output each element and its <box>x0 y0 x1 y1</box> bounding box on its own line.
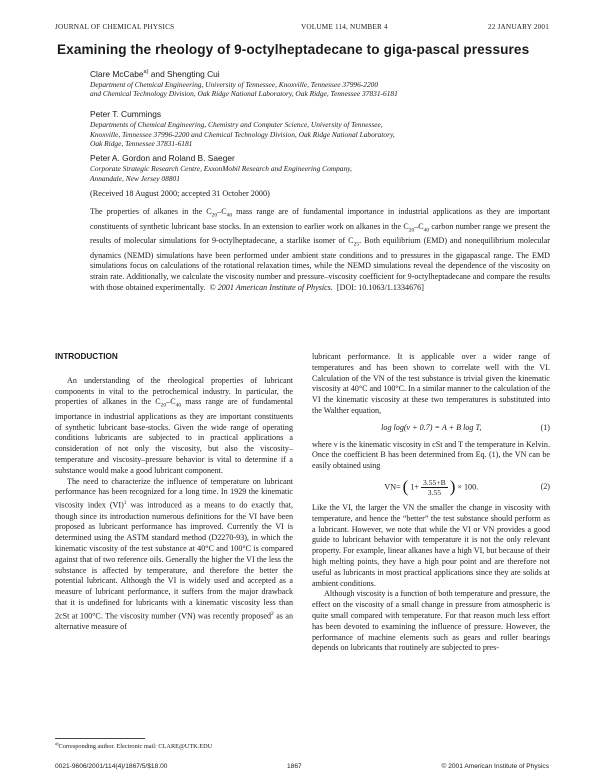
running-header <box>55 23 549 31</box>
doi-link[interactable]: [DOI: 10.1063/1.1334676] <box>336 283 424 293</box>
equation-2 <box>312 478 550 497</box>
paragraph: lubricant performance. It is applicable over a wider range of temperatures and has been shown to correlate well with the VI. Calculation of the VN of the test substance is trivial given the kinematic viscosity at 40°C and 100°C. In a similar manner to the calculation of the VI the kinematic viscosity at these two temperatures is substituted into the Walther equation, <box>312 352 550 415</box>
paragraph: where ν is the kinematic viscosity in cSt and T the temperature in Kelvin. Once the coefficient B has been determined from Eq. (1), the VN can be easily obtained using <box>312 439 550 471</box>
equation-1 <box>312 423 550 434</box>
volume-number: VOLUME 114, NUMBER 4 <box>301 23 388 31</box>
journal-name: JOURNAL OF CHEMICAL PHYSICS <box>55 23 175 31</box>
footnote: $^{a)}$Corresponding author. Electronic mail: CLARE@UTK.EDU <box>55 741 213 751</box>
equation-number: (2) <box>540 482 550 492</box>
page-number: 1867 <box>287 763 302 770</box>
equation-body: VN= ( 1+ $\frac{3.55+B}{3.55}$ ) × 100. <box>384 477 479 497</box>
footnote-rule <box>55 738 145 739</box>
section-heading: INTRODUCTION <box>55 352 118 361</box>
paper-title: Examining the rheology of 9-octylheptadecane to giga-pascal pressures <box>57 42 530 57</box>
paragraph: Although viscosity is a function of both temperature and pressure, the effect on the viscosity of a small change in pressure from atmospheric is quite small compared with temperature. For that reason much less effort has been devoted to examining the influence of pressure. However, the performance of machine elements such as gears and roller bearings depends on lubricants that routinely are subjected to pres- <box>312 589 550 653</box>
author-names: Peter A. Gordon and Roland B. Saeger <box>90 153 235 163</box>
author-affiliation: Department of Chemical Engineering, University of Tennessee, Knoxville, Tennessee 37996-2200 and Chemical Technology Division, Oak Ridge National Laboratory, Oak Ridge, Tennessee 37831-6181 <box>90 79 398 99</box>
author-block-1 <box>90 67 550 99</box>
paragraph: The need to characterize the influence of temperature on lubricant performance has been recognized for a long time. In 1929 the kinematic viscosity index (VI)$^1$ was introduced as a means to do exactly that, though since its introduction numerous definitions for the VI have been proposed as lubricant performance has improved. Currently the VI is determined using the ASTM standard method (D2270-93), in which the kinematic viscosity of the test substance at 40°C and 100°C is compared against that of two reference oils. Generally the higher the VI the less the substance is affected by temperature, and therefore the better the potential lubricant. Although the VI is widely used and accepted as a measure of lubricant performance, it suffers from the major drawback that it is undefined for lubricants with a kinematic viscosity less than 2cSt at 100°C. The viscosity number (VN) was recently proposed$^2$ as an alternative measure of <box>55 476 293 632</box>
equation-body: log log(ν + 0.7) = A + B log T, <box>381 422 482 432</box>
fraction: $\frac{3.55+B}{3.55}$ <box>423 477 446 497</box>
abstract: The properties of alkanes in the $C_{20}-C_{40}$ mass range are of fundamental importance in industrial applications as they are important constituents of synthetic lubricant base stocks. In an extension to earlier work on alkanes in the $C_{20}-C_{40}$ carbon number range we present the results of molecular simulations for 9-octylheptadecane, a starlike isomer of $C_{25}$. Both equilibrium (EMD) and nonequilibrium molecular dynamics (NEMD) simulations have been performed under ambient state conditions and to pressures in the gigapascal range. The EMD simulations focus on calculations of the rotational relaxation times, while the NEMD simulations reveal the dependence of the viscosity on strain rate. Additionally, we calculate the viscosity number and pressure–viscosity coefficient for 9-octylheptadecane and compare the results with those obtained experimentally. © 2001 American Institute of Physics. [DOI: 10.1063/1.1334676] <box>90 207 550 293</box>
citation-ref[interactable]: 2 <box>271 610 274 617</box>
author-names: Clare McCabe$^{a)}$ and Shengting Cui <box>90 68 220 79</box>
author-affiliation: Corporate Strategic Research Centre, ExxonMobil Research and Engineering Company, Annandale, New Jersey 08801 <box>90 164 352 183</box>
citation-ref[interactable]: 1 <box>123 500 127 507</box>
copyright-notice: © 2001 American Institute of Physics. <box>209 283 333 293</box>
paragraph: Like the VI, the larger the VN the smaller the change in viscosity with temperature, and hence the “better” the test substance should perform as a lubricant. However, we note that while the VI or VN provides a good guide to lubricant behavior with temperature it is not the only relevant property. For example, linear alkanes have a high VI, but because of their high melting points, they have a high pour point and are therefore not useful as lubricants in most practical applications since they are solids at ambient conditions. <box>312 502 550 588</box>
right-column <box>312 352 550 654</box>
author-block-2 <box>90 109 550 149</box>
paragraph: An understanding of the rheological properties of lubricant components in vital to the petrochemical industry. In particular, the properties of alkanes in the $C_{20}-C_{40}$ mass range are of fundamental importance in industrial applications as they are important constituents of synthetic lubricant base-stocks. Given the wide range of operating conditions lubricants are subjected to in practical applications a consideration of not only the viscosity, but also the viscosity–temperature and viscosity–pressure behavior is vital to determine if a substance would make a good lubricant component. <box>55 375 294 475</box>
footer-copyright: © 2001 American Institute of Physics <box>441 763 549 770</box>
left-column <box>55 352 293 633</box>
footer-code: 0021-9606/2001/114(4)/1867/5/$18.00 <box>55 763 168 770</box>
issue-date: 22 JANUARY 2001 <box>487 23 549 31</box>
equation-number: (1) <box>540 422 550 432</box>
received-dates: (Received 18 August 2000; accepted 31 October 2000) <box>90 189 270 198</box>
page-footer <box>55 763 549 770</box>
author-names: Peter T. Cummings <box>90 109 162 119</box>
author-affiliation: Departments of Chemical Engineering, Chemistry and Computer Science, University of Tennessee, Knoxville, Tennessee 37996-2200 and Chemical Technology Division, Oak Ridge National Laboratory, Oak Ridge, Tennessee 37831-6181 <box>90 120 395 149</box>
author-block-3 <box>90 153 550 183</box>
